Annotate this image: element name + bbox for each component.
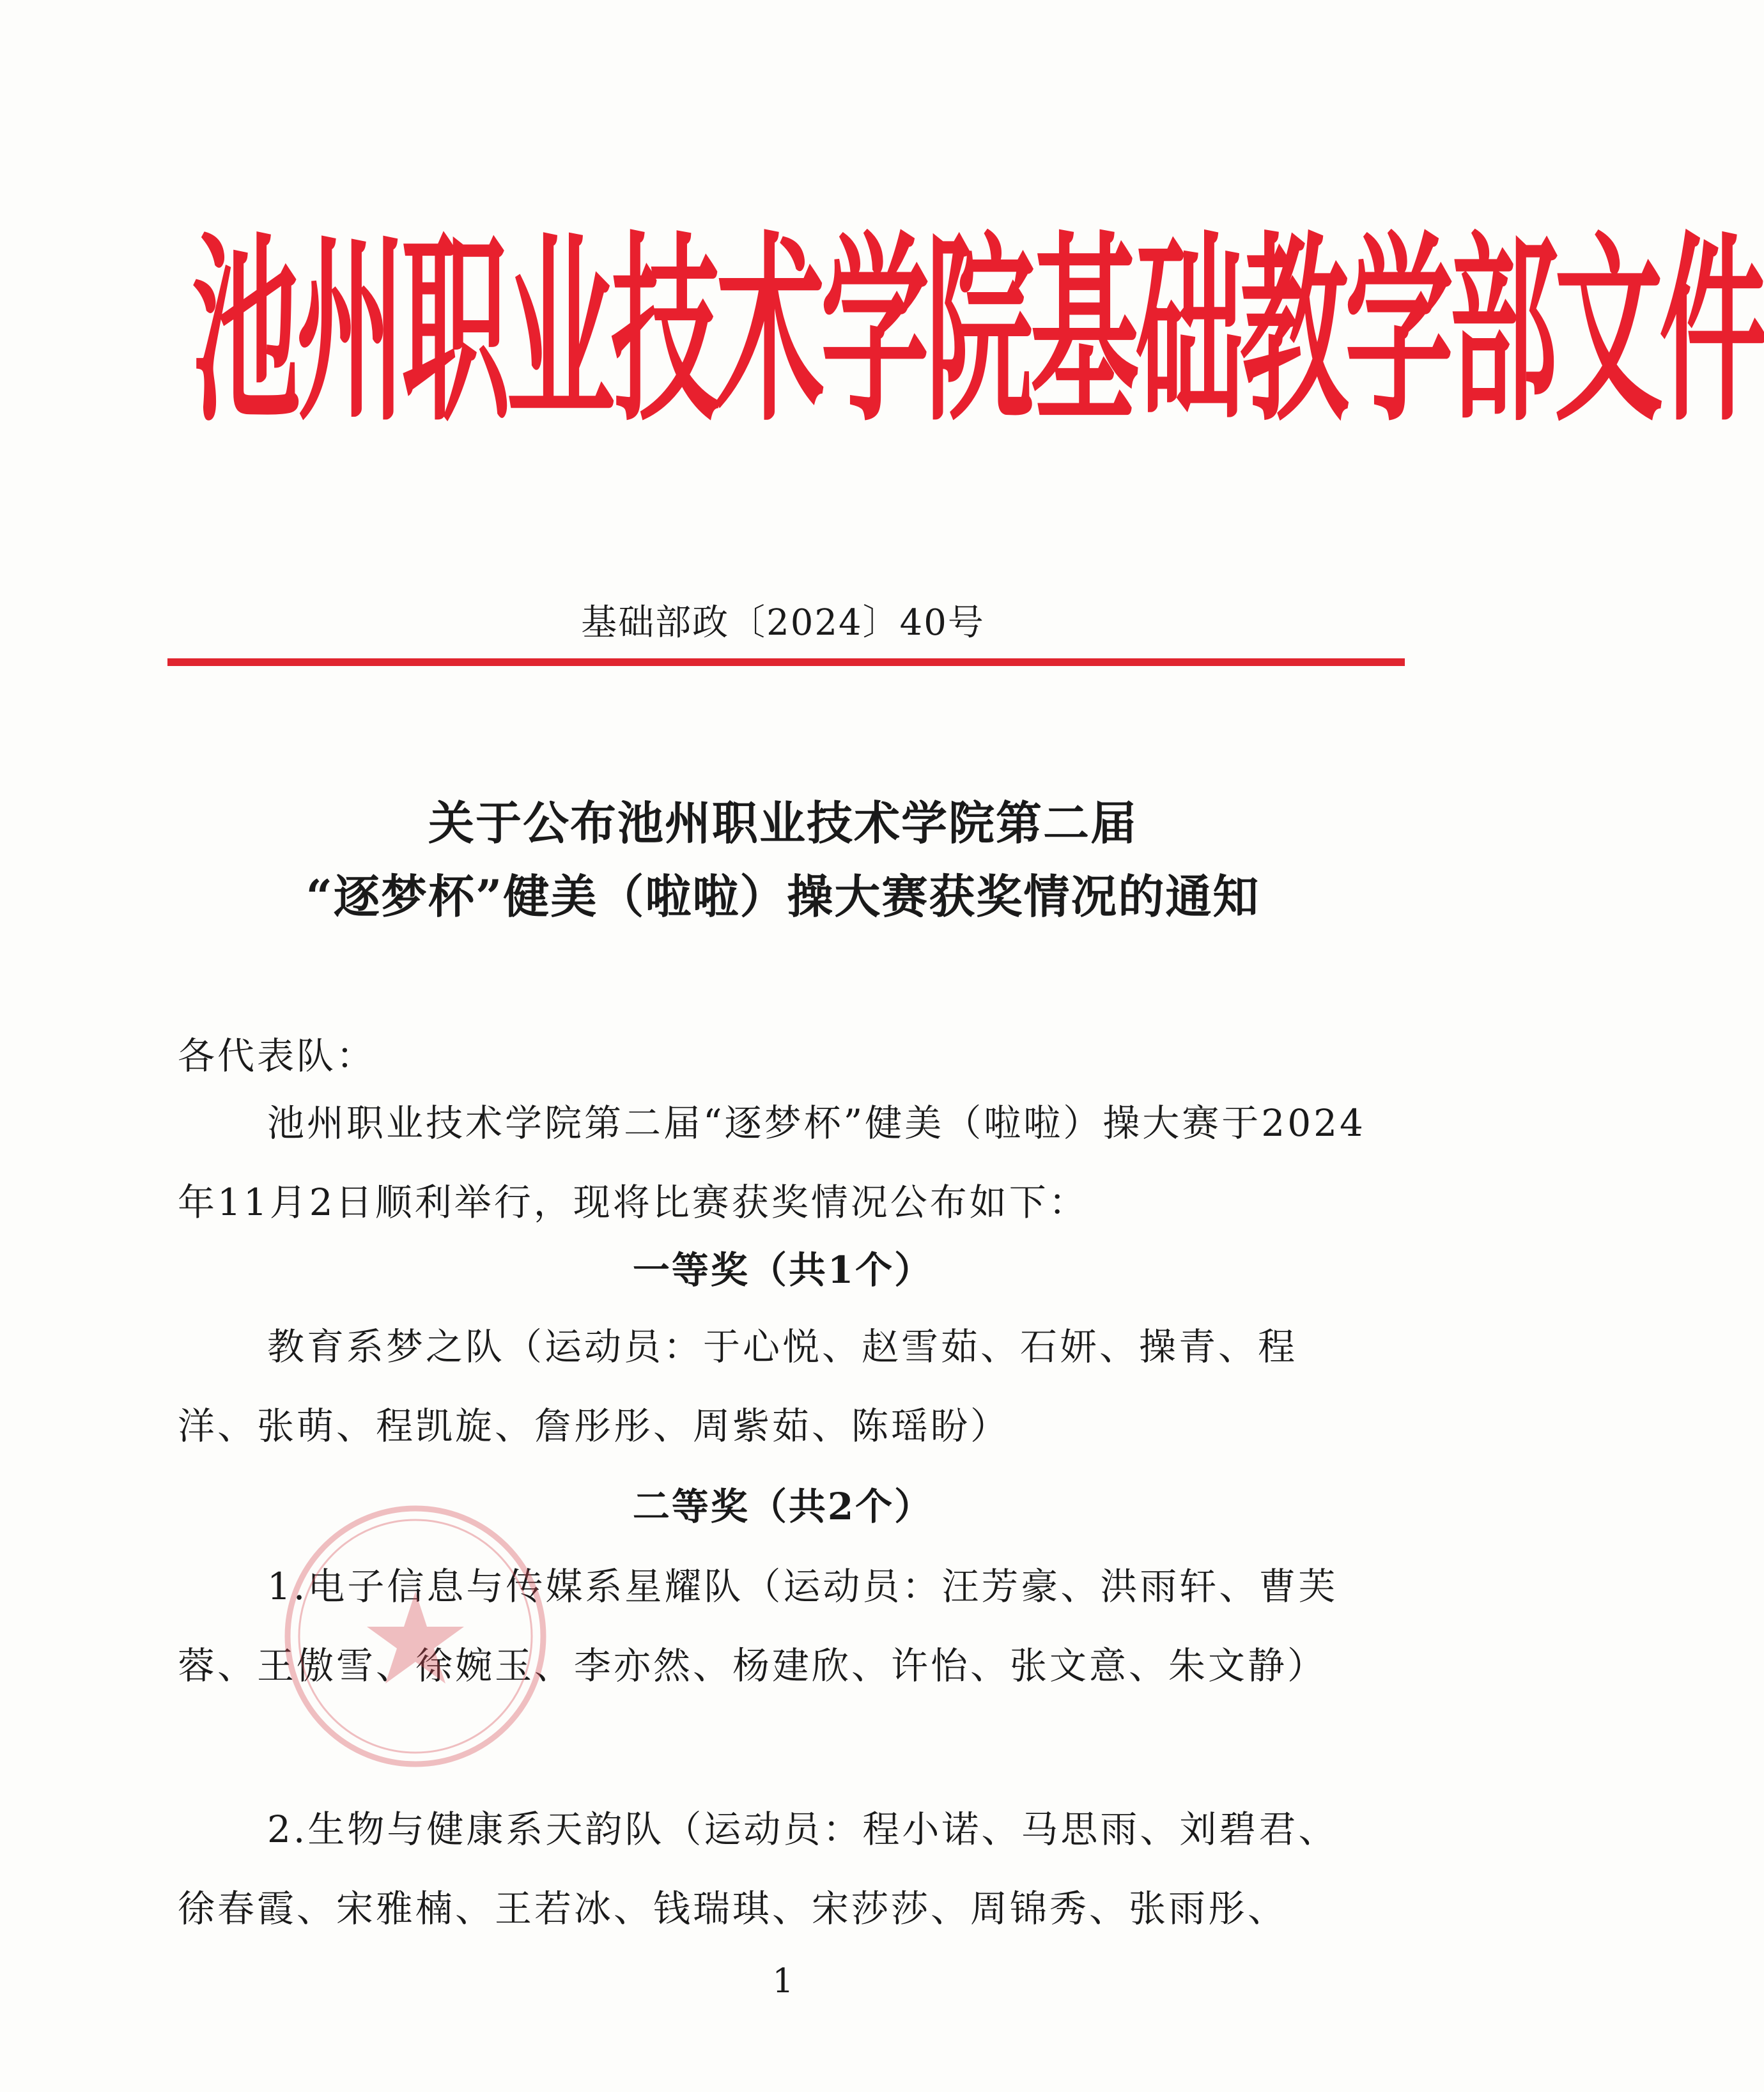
notice-title-line-1: 关于公布池州职业技术学院第二届 (428, 796, 1138, 850)
second-prize-heading: 二等奖（共2个） (632, 1485, 934, 1528)
second-prize-entry-1: 1.电子信息与传媒系星耀队（运动员：汪芳豪、洪雨轩、曹芙蓉、王傲雪、徐婉玉、李亦然、杨建欣、许怡、张文意、朱文静） (178, 1565, 1338, 1687)
page-number: 1 (772, 1962, 794, 2001)
first-prize-heading: 一等奖（共1个） (632, 1248, 934, 1292)
document-number: 基础部政〔2024〕40号 (581, 602, 985, 644)
masthead-title: 池州职业技术学院基础教学部文件 (192, 215, 1764, 450)
intro-paragraph: 池州职业技术学院第二届“逐梦杯”健美（啦啦）操大赛于2024年11月2日顺利举行，现将比赛获奖情况公布如下： (178, 1101, 1366, 1224)
salutation: 各代表队： (178, 1034, 376, 1078)
official-seal (275, 1496, 556, 1777)
second-prize-entry-2: 2.生物与健康系天韵队（运动员：程小诺、马思雨、刘碧君、徐春霞、宋雅楠、王若冰、钱瑞琪、宋莎莎、周锦秀、张雨彤、 (178, 1808, 1338, 1930)
red-divider-line (167, 658, 1405, 666)
notice-title-line-2: “逐梦杯”健美（啦啦）操大赛获奖情况的通知 (306, 869, 1260, 924)
first-prize-entry: 教育系梦之队（运动员：于心悦、赵雪茹、石妍、操青、程洋、张萌、程凯旋、詹彤彤、周紫茹、陈瑶盼） (178, 1325, 1298, 1448)
